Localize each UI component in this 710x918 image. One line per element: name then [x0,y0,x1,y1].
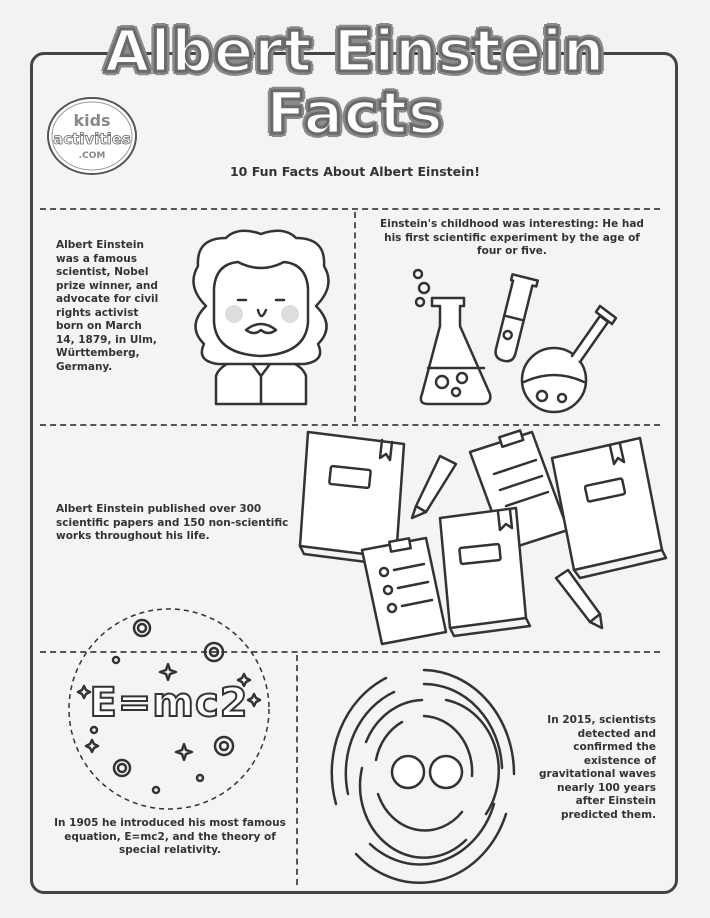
equation-label: E=mc2 [89,680,249,726]
fact-papers: Albert Einstein published over 300 scientific papers and 150 non-scientific works throughout his life. [56,503,289,542]
fact-waves: In 2015, scientists detected and confirmed the existence of gravitational waves nearly 100 years after Einstein predicted them. [539,714,656,821]
logo-word-com: .COM [78,151,106,161]
title-line-1: Albert Einstein [104,17,606,85]
einstein-portrait-icon [176,226,346,412]
equation-circle-icon [64,604,274,814]
fact-childhood: Einstein's childhood was interesting: He had his first scientific experiment by the age of four or five. [380,218,644,257]
divider-bottom-middle [296,655,298,885]
lab-flasks-icon [412,268,622,418]
fact-bio: Albert Einstein was a famous scientist, Nobel prize winner, and advocate for civil rights activist born on March 14, 1879, in Ulm, Württemberg, Germany. [56,239,159,373]
logo-word-activities: activities [53,130,131,148]
divider-top [40,208,660,210]
logo-word-kids: kids [73,111,111,130]
fact-equation: In 1905 he introduced his most famous equation, E=mc2, and the theory of special relativity. [54,817,286,856]
title-line-2: Facts [266,79,444,147]
gravitational-waves-icon [326,664,522,884]
page-subtitle: 10 Fun Facts About Albert Einstein! [229,164,481,179]
divider-upper-middle [354,212,356,422]
books-and-pencils-icon [300,428,664,644]
divider-middle [40,424,660,426]
